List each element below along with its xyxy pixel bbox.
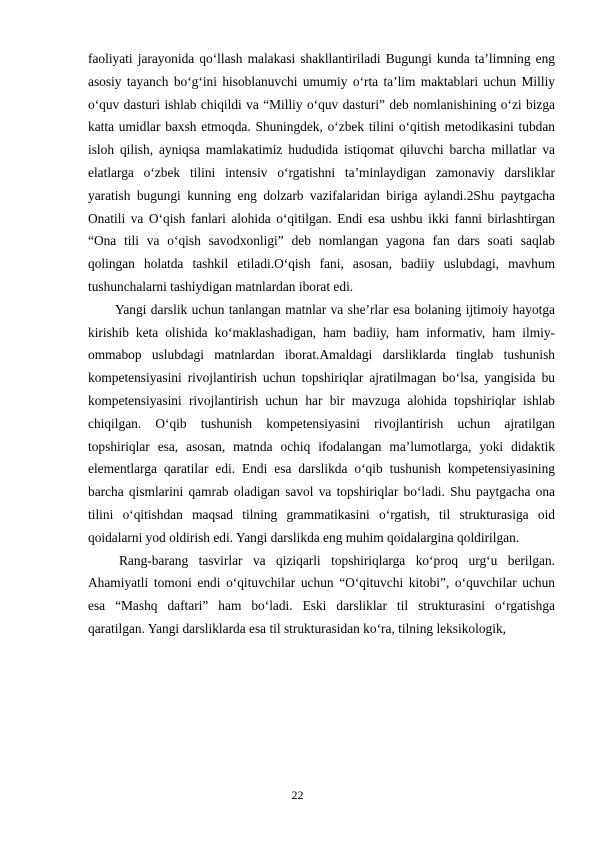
body-text [88,48,555,641]
paragraph-2: Yangi darslik uchun tanlangan matnlar va she’rlar esa bolaning ijtimoiy hayotga kirishib keta olishida ko‘maklashadigan, ham badiiy, ham informativ, ham ilmiy-ommabop uslubdagi matnlardan iborat.Amaldagi darsliklarda tinglab tushunish kompetensiyasini rivojlantirish uchun topshiriqlar ajratilmagan bo‘lsa, yangisida bu kompetensiyasini rivojlantirish uchun har bir mavzuga alohida topshiriqlar ishlab chiqilgan. O‘qib tushunish kompetensiyasini rivojlantirish uchun ajratilgan topshiriqlar esa, asosan, matnda ochiq ifodalangan ma’lumotlarga, yoki didaktik elementlarga qaratilar edi. Endi esa darslikda o‘qib tushunish kompetensiyasining barcha qismlarini qamrab oladigan savol va topshiriqlar bo‘ladi. Shu paytgacha ona tilini o‘qitishdan maqsad tilning grammatikasini o‘rgatish, til strukturasiga oid qoidalarni yod oldirish edi. Yangi darslikda eng muhim qoidalargina qoldirilgan. [88,301,555,545]
paragraph-3: Rang-barang tasvirlar va qiziqarli topshiriqlarga ko‘proq urg‘u berilgan. Ahamiyatli tomoni endi o‘qituvchilar uchun “O‘qituvchi kitobi”, o‘quvchilar uchun esa “Mashq daftari” ham bo‘ladi. Eski darsliklar til strukturasini o‘rgatishga qaratilgan. Yangi darsliklarda esa til strukturasidan ko‘ra, tilning leksikologik, [88,552,555,636]
page-number: 22 [291,788,304,802]
paragraph-1: faoliyati jarayonida qo‘llash malakasi shakllantiriladi Bugungi kunda ta’limning eng asosiy tayanch bo‘g‘ini hisoblanuvchi umumiy o‘rta ta’lim maktablari uchun Milliy o‘quv dasturi ishlab chiqildi va “Milliy o‘quv dasturi” deb nomlanishining o‘zi bizga katta umidlar baxsh etmoqda. Shuningdek, o‘zbek tilini o‘qitish metodikasini tubdan isloh qilish, ayniqsa mamlakatimiz hududida istiqomat qiluvchi barcha millatlar va elatlarga o‘zbek tilini intensiv o‘rgatishni ta’minlaydigan zamonaviy darsliklar yaratish bugungi kunning eng dolzarb vazifalaridan biriga aylandi.2Shu paytgacha Onatili va O‘qish fanlari alohida o‘qitilgan. Endi esa ushbu ikki fanni birlashtirgan “Ona tili va o‘qish savodxonligi” deb nomlangan yagona fan dars soati saqlab qolingan holatda tashkil etiladi.O‘qish fani, asosan, badiiy uslubdagi, mavhum tushunchalarni tashiydigan matnlardan iborat edi. [88,51,555,294]
